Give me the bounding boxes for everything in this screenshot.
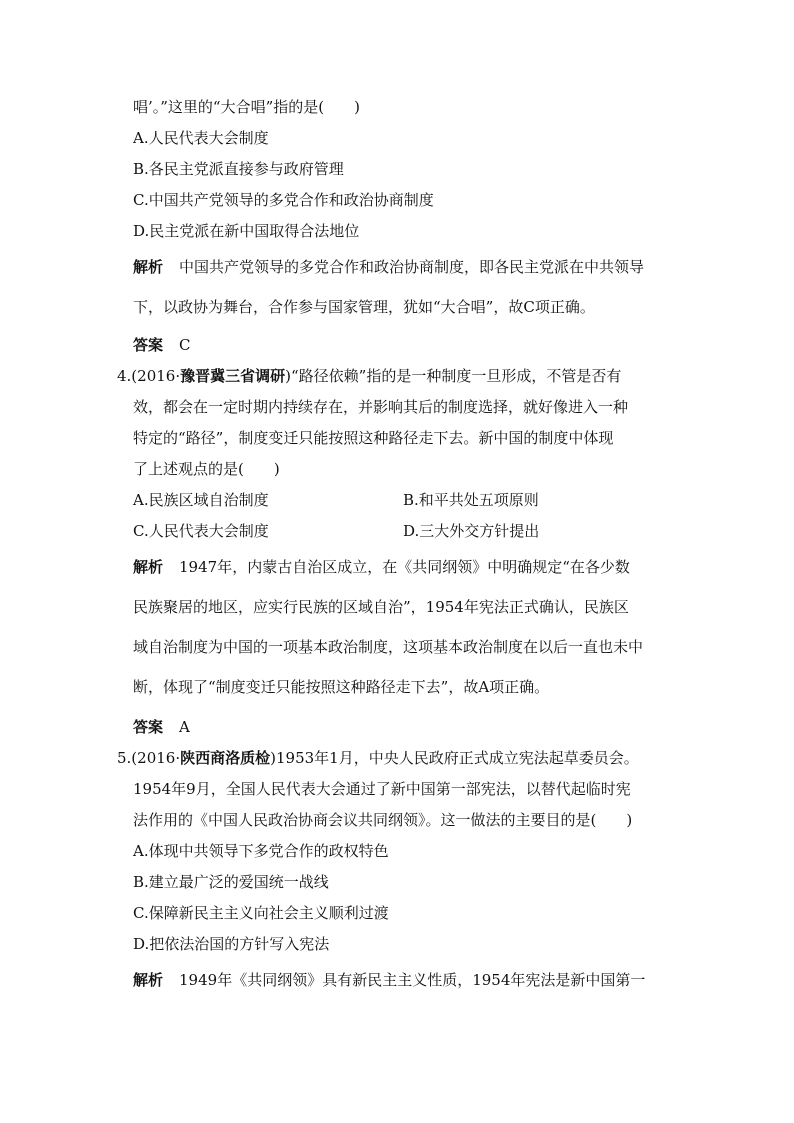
q5-option-c: C.保障新民主主义向社会主义顺利过渡 bbox=[133, 904, 389, 922]
q4-stem-line-2: 效，都会在一定时期内持续存在，并影响其后的制度选择，就好像进入一种 bbox=[133, 398, 629, 416]
q4-stem-line-3: 特定的“路径”，制度变迁只能按照这种路径走下去。新中国的制度中体现 bbox=[133, 429, 614, 447]
q3-answer-value: C bbox=[179, 336, 191, 354]
q3-option-b: B.各民主党派直接参与政府管理 bbox=[133, 160, 344, 178]
q5-stem-first bbox=[117, 748, 639, 768]
q5-analysis-label: 解析 bbox=[133, 971, 164, 989]
q4-answer bbox=[133, 717, 190, 737]
q4-stem-line-4: 了上述观点的是( ) bbox=[133, 460, 280, 478]
q4-source: 豫晋冀三省调研 bbox=[180, 367, 286, 385]
q4-option-c: C.人民代表大会制度 bbox=[133, 522, 269, 540]
q4-answer-label: 答案 bbox=[133, 718, 164, 736]
q5-stem-first-text: )1953年1月，中央人民政府正式成立宪法起草委员会。 bbox=[270, 749, 639, 767]
q4-analysis-line-1 bbox=[133, 557, 630, 577]
q4-analysis-text-1: 1947年，内蒙古自治区成立，在《共同纲领》中明确规定“在各少数 bbox=[179, 558, 630, 576]
q4-option-d: D.三大外交方针提出 bbox=[403, 522, 540, 540]
q4-stem-first bbox=[117, 366, 621, 386]
q5-option-a: A.体现中共领导下多党合作的政权特色 bbox=[133, 842, 389, 860]
q5-analysis-line-1 bbox=[133, 970, 645, 990]
q3-stem-tail: 唱’。”这里的“大合唱”指的是( ) bbox=[133, 98, 360, 116]
q3-analysis-text-1: 中国共产党领导的多党合作和政治协商制度，即各民主党派在中共领导 bbox=[179, 258, 645, 276]
q3-option-d: D.民主党派在新中国取得合法地位 bbox=[133, 222, 360, 240]
q3-option-a: A.人民代表大会制度 bbox=[133, 129, 269, 147]
q3-analysis-label: 解析 bbox=[133, 258, 164, 276]
q5-stem-line-3: 法作用的《中国人民政治协商会议共同纲领》。这一做法的主要目的是( ) bbox=[133, 811, 633, 829]
q3-option-c: C.中国共产党领导的多党合作和政治协商制度 bbox=[133, 191, 434, 209]
q3-analysis-line-1 bbox=[133, 257, 644, 277]
q5-option-b: B.建立最广泛的爱国统一战线 bbox=[133, 873, 329, 891]
q4-answer-value: A bbox=[179, 718, 190, 736]
q4-stem-first-text: )“路径依赖”指的是一种制度一旦形成，不管是否有 bbox=[285, 367, 622, 385]
q4-analysis-line-3: 域自治制度为中国的一项基本政治制度，这项基本政治制度在以后一直也未中 bbox=[133, 638, 644, 656]
q4-analysis-line-4: 断，体现了“制度变迁只能按照这种路径走下去”，故A项正确。 bbox=[133, 678, 550, 696]
q4-analysis-label: 解析 bbox=[133, 558, 164, 576]
q5-number: 5.(2016· bbox=[117, 749, 181, 767]
q5-analysis-text-1: 1949年《共同纲领》具有新民主主义性质，1954年宪法是新中国第一 bbox=[179, 971, 646, 989]
q3-answer bbox=[133, 335, 191, 355]
q5-option-d: D.把依法治国的方针写入宪法 bbox=[133, 935, 330, 953]
q3-analysis-line-2: 下，以政协为舞台，合作参与国家管理，犹如“大合唱”，故C项正确。 bbox=[133, 298, 595, 316]
q4-number: 4.(2016· bbox=[117, 367, 181, 385]
q5-source: 陕西商洛质检 bbox=[180, 749, 271, 767]
q3-answer-label: 答案 bbox=[133, 336, 164, 354]
q4-analysis-line-2: 民族聚居的地区，应实行民族的区域自治”，1954年宪法正式确认，民族区 bbox=[133, 598, 629, 616]
q5-stem-line-2: 1954年9月，全国人民代表大会通过了新中国第一部宪法，以替代起临时宪 bbox=[133, 780, 631, 798]
q4-option-a: A.民族区域自治制度 bbox=[133, 491, 269, 509]
q4-option-b: B.和平共处五项原则 bbox=[403, 491, 539, 509]
